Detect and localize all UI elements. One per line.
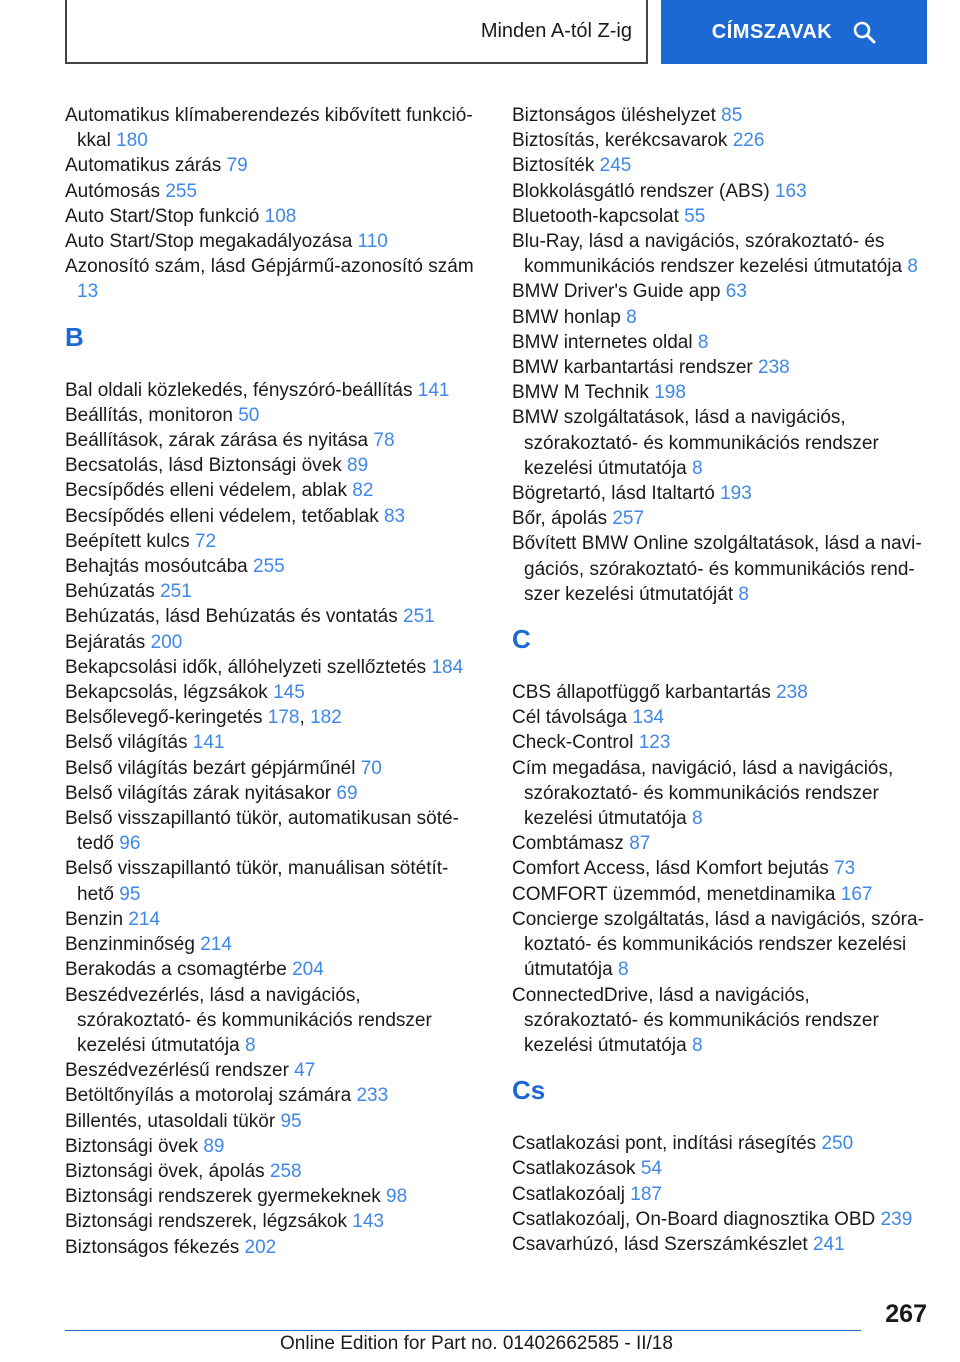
- index-entry-text: Biztonságos fékezés: [65, 1236, 240, 1258]
- page-reference-link[interactable]: 245: [599, 155, 632, 177]
- page-reference-link[interactable]: 184: [431, 656, 464, 678]
- page-reference-link[interactable]: 202: [244, 1236, 277, 1258]
- page-reference-link[interactable]: 141: [417, 379, 450, 401]
- index-entry-text: Auto Start/Stop funkció: [65, 205, 260, 227]
- index-letter-heading: B: [65, 321, 84, 352]
- index-entry-text: Becsatolás, lásd Biztonsági övek: [65, 455, 342, 477]
- page-reference-link[interactable]: 8: [691, 1034, 703, 1056]
- page-reference-link[interactable]: 8: [691, 808, 703, 830]
- index-entry-text: Concierge szolgáltatás, lásd a navigációs, szórakoztató- és kommunikációs rendszer kezelési útmutatója: [512, 908, 924, 981]
- page-reference-link[interactable]: 8: [244, 1034, 256, 1056]
- index-entry: [512, 305, 928, 330]
- page-reference-link[interactable]: 258: [269, 1160, 302, 1182]
- index-entry-text: Belsőlevegő-keringetés: [65, 707, 263, 729]
- index-entry: [512, 831, 928, 856]
- index-entry: [512, 229, 928, 279]
- index-entry-text: Bluetooth-kapcsolat: [512, 205, 679, 227]
- index-entry: [512, 680, 928, 705]
- tab-keywords[interactable]: [661, 0, 927, 64]
- index-entry: [65, 856, 477, 906]
- page-reference-link[interactable]: 145: [273, 682, 305, 704]
- tab-a-to-z[interactable]: [65, 0, 648, 64]
- index-entry-text: CBS állapotfüggő karbantartás: [512, 682, 771, 704]
- page-reference-link[interactable]: 204: [292, 959, 324, 981]
- index-entry-text: Belső világítás: [65, 732, 188, 754]
- footer-divider: [65, 1330, 861, 1331]
- index-entry: [512, 983, 928, 1059]
- page-reference-link[interactable]: 54: [640, 1158, 662, 1180]
- page-reference-link[interactable]: 180: [116, 130, 148, 152]
- index-entry-text: Beállítások, zárak zárása és nyitása: [65, 430, 369, 452]
- page-reference-link[interactable]: 251: [403, 606, 435, 628]
- index-entry: [65, 756, 477, 781]
- page-reference-link[interactable]: 82: [352, 480, 374, 502]
- index-entry-text: Beszédvezérlésű rendszer: [65, 1060, 289, 1082]
- page-reference-link[interactable]: 134: [632, 707, 665, 729]
- index-entry: [65, 680, 477, 705]
- tab-keywords-label: CÍMSZAVAK: [711, 20, 833, 43]
- page-reference-link[interactable]: 143: [352, 1211, 384, 1233]
- index-entry: [512, 1207, 928, 1232]
- index-entry: [512, 856, 928, 881]
- index-column-right: [512, 103, 928, 1257]
- index-entry: [65, 179, 477, 204]
- index-entry-text: Benzinminőség: [65, 934, 195, 956]
- index-entry: [65, 229, 477, 254]
- index-entry-text: Automatikus klímaberendezés kibővített funkciókkal: [65, 105, 473, 152]
- index-entry: [512, 204, 928, 229]
- index-entry: [65, 254, 477, 304]
- index-entry: [65, 1134, 477, 1159]
- index-entry-text: Billentés, utasoldali tükör: [65, 1110, 276, 1132]
- index-entry: [512, 1232, 928, 1257]
- search-icon[interactable]: [852, 20, 876, 44]
- page-reference-link[interactable]: 193: [720, 483, 752, 505]
- index-entry: [65, 983, 477, 1059]
- index-entry: [512, 1131, 928, 1156]
- index-entry-text: BMW szolgáltatások, lásd a navigációs, szórakoztató- és kommunikációs rendszer kezelési útmutatója: [512, 407, 879, 479]
- page-reference-link[interactable]: 85: [721, 105, 743, 126]
- index-entry: [65, 1209, 477, 1234]
- index-entry: [65, 378, 477, 403]
- index-entry: [512, 907, 928, 983]
- index-entry: [65, 579, 477, 604]
- page-reference-link[interactable]: 70: [360, 757, 382, 779]
- page-reference-link[interactable]: 241: [812, 1233, 845, 1255]
- index-entry: [512, 279, 928, 304]
- index-entry: [512, 179, 928, 204]
- index-entry-text: Bőr, ápolás: [512, 508, 608, 530]
- index-entry: [65, 103, 477, 153]
- index-entry: [65, 730, 477, 755]
- index-entry-text: Becsípődés elleni védelem, ablak: [65, 480, 348, 502]
- index-entry-text: Behajtás mosóutcába: [65, 556, 248, 578]
- index-entry-text: Beszédvezérlés, lásd a navigációs, szórakoztató- és kommunikációs rendszer kezelési útmutatója: [65, 984, 432, 1056]
- index-entry-text: Autómosás: [65, 180, 161, 202]
- top-navigation: [65, 0, 927, 66]
- index-entry-text: Becsípődés elleni védelem, tetőablak: [65, 505, 379, 527]
- page-reference-link[interactable]: 72: [194, 530, 217, 552]
- page-reference-link[interactable]: 89: [203, 1135, 225, 1157]
- page-reference-link[interactable]: 239: [880, 1208, 913, 1230]
- index-entry-text: Cím megadása, navigáció, lásd a navigációs, szórakoztató- és kommunikációs rendszer kezelési útmutatója: [512, 757, 894, 830]
- index-entry: [512, 380, 928, 405]
- index-entry-text: Bal oldali közlekedés, fényszóró-beállítás: [65, 379, 413, 401]
- index-entry: [65, 504, 477, 529]
- index-entry-text: Biztonsági övek, ápolás: [65, 1160, 265, 1182]
- index-entry: [65, 907, 477, 932]
- page-reference-link[interactable]: 87: [629, 833, 651, 855]
- page-reference-link[interactable]: 8: [697, 331, 709, 353]
- index-entry: [512, 330, 928, 355]
- page-reference-link[interactable]: 214: [200, 934, 232, 956]
- page-reference-link[interactable]: 55: [684, 205, 706, 227]
- index-entry: [512, 705, 928, 730]
- index-entry-text: Biztonságos üléshelyzet: [512, 105, 716, 126]
- index-entry-text: Azonosító szám, lásd Gépjármű-azonosító szám: [65, 256, 474, 278]
- index-entry-text: Behúzatás: [65, 581, 155, 603]
- index-entry-text: Belső visszapillantó tükör, automatikusan sötétedő: [65, 808, 459, 855]
- page-reference-link[interactable]: 69: [336, 782, 358, 804]
- index-entry-text: Blokkolásgátló rendszer (ABS): [512, 180, 770, 202]
- index-entry-text: Bekapcsolás, légzsákok: [65, 682, 268, 704]
- page-reference-link[interactable]: 50: [238, 404, 260, 426]
- index-entry-text: Csatlakozások: [512, 1158, 636, 1180]
- index-entry-text: Comfort Access, lásd Komfort bejutás: [512, 858, 829, 880]
- index-entry: [512, 756, 928, 832]
- index-entry: [512, 506, 928, 531]
- page-reference-link[interactable]: 8: [626, 306, 637, 328]
- index-entry-text: Cél távolsága: [512, 707, 628, 729]
- page-reference-link[interactable]: 238: [758, 357, 790, 379]
- index-entry-text: BMW M Technik: [512, 382, 649, 404]
- index-entry: [65, 806, 477, 856]
- page-reference-link[interactable]: 95: [280, 1110, 302, 1132]
- index-entry: [512, 128, 928, 153]
- page-reference-link[interactable]: 108: [264, 205, 297, 227]
- index-entry: [65, 529, 477, 554]
- index-entry: [65, 957, 477, 982]
- index-entry-text: Bögretartó, lásd Italtartó: [512, 483, 715, 505]
- page-reference-link[interactable]: 13: [77, 281, 99, 303]
- index-entry-text: Bejáratás: [65, 631, 146, 653]
- page-reference-link[interactable]: 141: [192, 732, 225, 754]
- index-entry: [65, 1109, 477, 1134]
- index-entry: [65, 630, 477, 655]
- index-entry-text: ConnectedDrive, lásd a navigációs, szórakoztató- és kommunikációs rendszer kezelési útmutatója: [512, 984, 879, 1056]
- index-entry-text: Csatlakozóalj, On-Board diagnosztika OBD: [512, 1208, 876, 1230]
- page-reference-link[interactable]: 98: [386, 1186, 408, 1208]
- index-entry: [65, 403, 477, 428]
- index-entry: [65, 781, 477, 806]
- index-entry-text: BMW honlap: [512, 306, 621, 328]
- page-reference-link[interactable]: 182: [310, 707, 342, 729]
- index-entry: [65, 153, 477, 178]
- index-entry-text: Blu-Ray, lásd a navigációs, szórakoztató- és kommunikációs rendszer kezelési útmutatója: [512, 231, 903, 278]
- page-reference-link[interactable]: 8: [738, 583, 749, 605]
- page-reference-link[interactable]: 8: [907, 256, 918, 278]
- index-entry: [512, 355, 928, 380]
- index-entry: [65, 204, 477, 229]
- index-entry-text: Csavarhúzó, lásd Szerszámkészlet: [512, 1233, 808, 1255]
- index-entry: [65, 1159, 477, 1184]
- page-reference-link[interactable]: 251: [160, 581, 192, 603]
- page-number: 267: [885, 1300, 927, 1328]
- index-entry: [65, 1184, 477, 1209]
- index-entry-text: Csatlakozóalj: [512, 1183, 625, 1205]
- index-entry-text: Bővített BMW Online szolgáltatások, lásd a navigációs, szórakoztató- és kommunikációs rendszer kezelési útmutatóját: [512, 533, 922, 605]
- footer-edition: Online Edition for Part no. 01402662585 - II/18: [280, 1333, 673, 1354]
- page-reference-link[interactable]: 79: [226, 155, 248, 177]
- index-entry-text: Automatikus zárás: [65, 155, 222, 177]
- page-reference-link[interactable]: 73: [834, 858, 856, 880]
- page-reference-link[interactable]: 238: [776, 682, 808, 704]
- index-entry-text: Biztosítás, kerékcsavarok: [512, 130, 728, 152]
- index-entry-text: Beépített kulcs: [65, 530, 190, 552]
- index-column-left: [65, 103, 477, 1260]
- index-entry: [512, 103, 928, 128]
- page-reference-link[interactable]: 167: [840, 883, 873, 905]
- index-entry-text: BMW internetes oldal: [512, 331, 693, 353]
- page-reference-link[interactable]: 198: [654, 382, 686, 404]
- page-reference-link[interactable]: 78: [373, 430, 395, 452]
- index-entry-text: Biztonsági rendszerek, légzsákok: [65, 1211, 347, 1233]
- index-entry: [65, 932, 477, 957]
- index-entry: [512, 531, 928, 607]
- page-reference-link[interactable]: 63: [725, 281, 747, 303]
- index-entry: [65, 453, 477, 478]
- index-entry-text: Combtámasz: [512, 833, 624, 855]
- index-entry: Belsőlevegő-keringetés 178, 182: [65, 707, 342, 729]
- index-entry: [512, 481, 928, 506]
- page-reference-link[interactable]: 187: [630, 1183, 662, 1205]
- page-reference-link[interactable]: 8: [691, 457, 703, 479]
- page-reference-link[interactable]: 163: [774, 180, 807, 202]
- page-reference-link[interactable]: 200: [150, 631, 183, 653]
- index-entry-text: Beállítás, monitoron: [65, 404, 233, 426]
- index-entry-text: Check-Control: [512, 732, 634, 754]
- tab-a-to-z-label: Minden A-tól Z-ig: [480, 19, 632, 42]
- index-entry: [65, 1083, 477, 1108]
- index-entry-text: Betöltőnyílás a motorolaj számára: [65, 1085, 352, 1107]
- index-entry: [65, 1058, 477, 1083]
- page-reference-link[interactable]: 47: [294, 1060, 316, 1082]
- page-reference-link[interactable]: 83: [383, 505, 406, 527]
- index-entry: [65, 604, 477, 629]
- index-entry-text: Behúzatás, lásd Behúzatás és vontatás: [65, 606, 398, 628]
- index-entry-text: Biztosíték: [512, 155, 595, 177]
- index-entry-text: Belső világítás bezárt gépjárműnél: [65, 757, 356, 779]
- page-reference-link[interactable]: 110: [357, 231, 388, 253]
- index-letter-heading: C: [512, 624, 531, 655]
- index-entry-text: Biztonsági rendszerek gyermekeknek: [65, 1186, 381, 1208]
- index-entry-text: Belső visszapillantó tükör, manuálisan sötétíthető: [65, 858, 449, 905]
- page-reference-link[interactable]: 89: [347, 455, 369, 477]
- index-entry-text: Berakodás a csomagtérbe: [65, 959, 287, 981]
- page-reference-link[interactable]: 214: [128, 908, 161, 930]
- page-reference-link[interactable]: 233: [356, 1085, 389, 1107]
- index-entry: [512, 1182, 928, 1207]
- page-reference-link[interactable]: 95: [119, 883, 141, 905]
- index-entry: [512, 1156, 928, 1181]
- index-entry-text: Auto Start/Stop megakadályozása: [65, 231, 353, 253]
- page-reference-link[interactable]: 257: [612, 508, 645, 530]
- index-entry: [512, 405, 928, 481]
- page-reference-link[interactable]: 255: [165, 180, 198, 202]
- index-entry-text: Benzin: [65, 908, 124, 930]
- index-entry: [65, 478, 477, 503]
- index-entry-text: Belső világítás zárak nyitásakor: [65, 782, 332, 804]
- index-entry-text: BMW karbantartási rendszer: [512, 357, 753, 379]
- index-entry: [512, 730, 928, 755]
- index-entry: [65, 1235, 477, 1260]
- index-entry: [512, 153, 928, 178]
- index-entry-text: BMW Driver's Guide app: [512, 281, 721, 303]
- page-reference-link[interactable]: 96: [119, 833, 141, 855]
- page-reference-link[interactable]: 178: [267, 707, 300, 729]
- page-reference-link[interactable]: 255: [253, 556, 285, 578]
- index-entry: [65, 655, 477, 680]
- index-entry-text: COMFORT üzemmód, menetdinamika: [512, 883, 836, 905]
- index-entry: [65, 428, 477, 453]
- index-letter-heading: Cs: [512, 1075, 546, 1106]
- index-entry-text: Biztonsági övek: [65, 1135, 199, 1157]
- page-reference-link[interactable]: 226: [732, 130, 765, 152]
- index-entry: [512, 882, 928, 907]
- index-entry-text: Csatlakozási pont, indítási rásegítés: [512, 1133, 817, 1155]
- index-entry-text: Bekapcsolási idők, állóhelyzeti szellőztetés: [65, 656, 427, 678]
- page-reference-link[interactable]: 8: [618, 959, 629, 981]
- index-entry: [65, 554, 477, 579]
- page-reference-link[interactable]: 123: [638, 732, 671, 754]
- page-reference-link[interactable]: 250: [821, 1133, 854, 1155]
